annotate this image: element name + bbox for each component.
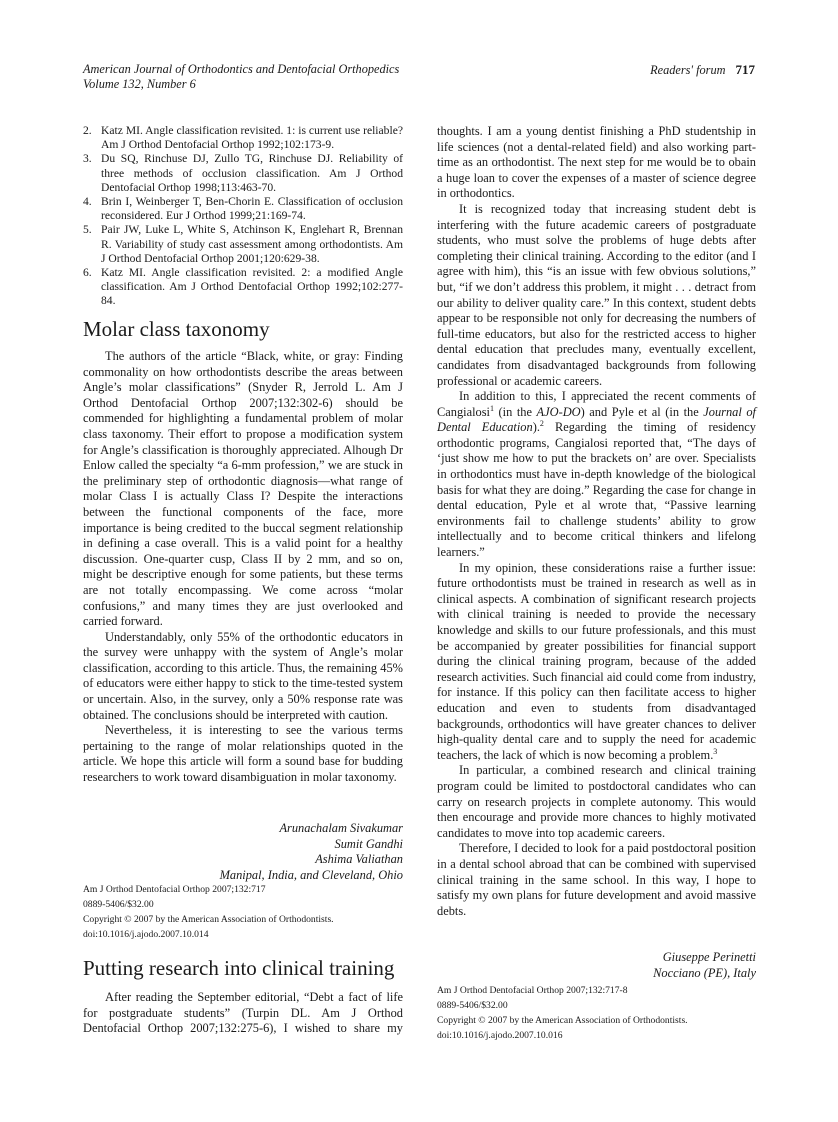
text: In addition to this, I appreciated the recent comments of Cangialosi (437, 389, 756, 419)
author-name: Arunachalam Sivakumar (279, 821, 403, 835)
article-title: Molar class taxonomy (83, 317, 270, 341)
citation-superscript: 1 (490, 403, 494, 413)
article-body (83, 349, 403, 786)
doi: doi:10.1016/j.ajodo.2007.10.014 (83, 929, 209, 940)
author-signature (83, 821, 403, 883)
citation-meta (437, 983, 756, 1043)
reference-number: 2. (83, 124, 92, 137)
article-body (83, 990, 403, 1037)
paragraph (437, 561, 756, 764)
left-column (83, 0, 403, 1122)
issn-price: 0889-5406/$32.00 (83, 899, 154, 910)
paragraph: Therefore, I decided to look for a paid postdoctoral position in a dental school abroad that can be combined with supervised clinical training in the same school. In this way, I hope to satisfy my own plans for future development and avoid massive debts. (437, 841, 756, 918)
copyright: Copyright © 2007 by the American Association of Orthodontists. (83, 914, 334, 925)
reference-text: Du SQ, Rinchuse DJ, Zullo TG, Rinchuse DJ. Reliability of three methods of occlusion classification. Am J Orthod Dentofacial Orthop 1998;113:463-70. (101, 152, 403, 194)
text: ). (532, 420, 540, 435)
reference-number: 5. (83, 223, 92, 237)
author-signature (437, 950, 756, 981)
reference-item (83, 152, 403, 195)
paragraph: The authors of the article “Black, white, or gray: Finding commonality on how orthodontists describe the areas between Angle’s molar classifications” (Snyder R, Jerrold L. Am J Orthod Dentofacial Orthop 2007;132:302-6) should be commended for highlighting a fundamental problem of molar class taxonomy. Their effort to propose a modification system for Angle’s classification is thoroughly appreciated. Alhough Dr Enlow called the specialty “a 6-mm profession,” we are stuck in the preliminary step of orthodontic diagnosis—what range of molar Class I is actually Class I? Despite the interactions between the functional components of the face, more importance is being credited to the buccal segment relationship in defining a case overall. This is a valid point for a healthy discussion. One-quarter cusp, Class II by 2 mm, and so on, might be descriptive enough for some patients, but these terms are not totally encompassing. We come across “molar confusions,” and many times they are just overlooked and carried forward. (83, 349, 403, 629)
citation-meta (83, 882, 403, 942)
paragraph: thoughts. I am a young dentist finishing a PhD studentship in life sciences (not a dental-related field) and also working part-time as an orthodontist. The next step for me would be to obain a huge loan to cover the expenses of a master of science degree in orthodontics. (437, 124, 756, 201)
paragraph: It is recognized today that increasing student debt is interfering with the future academic careers of postgraduate students, who must solve the problems of huge debts after completing their clinical training. According to the editor (and I agree with him), this “is an issue with few obvious solutions,” but, “if we don’t address this problem, it might . . . detract from our ability to deliver quality care.” In this context, student debts appear to be responsible not only for decreasing the numbers of full-time educators, but also for the restricted access to higher dental education that precludes many, eventually excellent, candidates from disadvantaged backgrounds from following professional or academic careers. (437, 201, 756, 388)
paragraph (437, 389, 756, 561)
article-body-continued (437, 124, 756, 919)
journal-volume: Volume 132, Number 6 (83, 77, 196, 91)
citation: Am J Orthod Dentofacial Orthop 2007;132:717-8 (437, 985, 628, 996)
page-number: 717 (735, 62, 755, 77)
section-name: Readers' forum (650, 63, 726, 77)
text: Regarding the timing of residency orthodontic programs, Cangialosi reported that, “The days of ‘just show me how to put the brackets on’ are over. Specialists in orthodontics must have in-depth knowledge of the biological basis for what they are doing.” Regarding the case for change in dental education, Pyle et al wrote that, “Passive learning environments fail to challenge students’ ability to grow intellectually and to become critical thinkers and lifelong learners.” (437, 420, 756, 560)
paragraph: Understandably, only 55% of the orthodontic educators in the survey were unhappy with the system of Angle’s molar classification, according to this article. Thus, the remaining 45% of educators were either happy to stick to the time-tested system or uncertain. Also, in the survey, only a 50% response rate was obtained. The conclusions should be interpreted with caution. (83, 629, 403, 722)
doi: doi:10.1016/j.ajodo.2007.10.016 (437, 1030, 563, 1041)
paragraph: In particular, a combined research and clinical training program could be limited to postdoctoral candidates who can carry on research projects in complete autonomy. This would then encourage and provide more chances to highly motivated candidates to move into top academic careers. (437, 763, 756, 840)
reference-number: 6. (83, 266, 92, 280)
reference-number: 3. (83, 152, 92, 166)
text: ) and Pyle et al (in the (580, 404, 704, 419)
reference-number: 4. (83, 195, 92, 209)
text: In my opinion, these considerations raise a further issue: future orthodontists must be trained in research as well as in clinical aspects. A combination of significant research projects with clinical training is needed to provide the necessary knowledge and skills to our future professionals, and this must be accompanied by greater possibilities for financial support during the clinical training program, because of the added research activities. Such financial aid could come from industry, for instance. If this policy can then facilitate access to higher education and even to students from disadvantaged backgrounds, orthodontics will have greater chances to deliver high-quality dental care and to supply the need for academic teachers, the lack of which is now becoming a problem. (437, 560, 756, 762)
paragraph: Nevertheless, it is interesting to see the various terms pertaining to the range of molar relationships quoted in the article. We hope this article will form a sound base for budding researchers to work toward disambiguation in molar taxonomy. (83, 723, 403, 785)
right-column (437, 0, 756, 1122)
author-name: Ashima Valiathan (315, 852, 403, 867)
reference-text: Brin I, Weinberger T, Ben-Chorin E. Classification of occlusion reconsidered. Eur J Orthod 1999;21:169-74. (101, 195, 403, 223)
issn-price: 0889-5406/$32.00 (437, 1000, 508, 1011)
citation-superscript: 2 (539, 419, 544, 429)
author-name: Sumit Gandhi (334, 836, 403, 851)
text: (in the (494, 404, 537, 419)
reference-item (83, 124, 403, 152)
author-location: Manipal, India, and Cleveland, Ohio (219, 867, 403, 882)
journal-abbrev: AJO-DO (536, 404, 581, 419)
reference-item (83, 195, 403, 223)
paragraph: After reading the September editorial, “Debt a fact of life for postgraduate students” (Turpin DL. Am J Orthod Dentofacial Orthop 2007;132:275-6), I wished to share my (83, 990, 403, 1036)
reference-text: Pair JW, Luke L, White S, Atchinson K, Englehart R, Brennan R. Variability of study cast assessment among orthodontists. Am J Orthod Dentofacial Orthop 2001;120:629-38. (101, 223, 403, 265)
author-location: Nocciano (PE), Italy (653, 965, 756, 980)
reference-text: Katz MI. Angle classification revisited. 1: is current use reliable? Am J Orthod Dentofacial Orthop 1992;102:173-9. (101, 124, 403, 152)
reference-list (83, 124, 403, 309)
copyright: Copyright © 2007 by the American Association of Orthodontists. (437, 1015, 688, 1026)
reference-item (83, 266, 403, 309)
reference-text: Katz MI. Angle classification revisited. 2: a modified Angle classification. Am J Orthod Dentofacial Orthop 1992;102:277-84. (101, 266, 403, 308)
author-name: Giuseppe Perinetti (662, 950, 756, 964)
article-title: Putting research into clinical training (83, 956, 395, 980)
journal-title: American Journal of Orthodontics and Dentofacial Orthopedics (83, 62, 400, 76)
journal-name: Journal of Dental Education (437, 404, 756, 435)
citation-superscript: 3 (713, 746, 718, 756)
reference-item (83, 223, 403, 266)
citation: Am J Orthod Dentofacial Orthop 2007;132:717 (83, 884, 266, 895)
